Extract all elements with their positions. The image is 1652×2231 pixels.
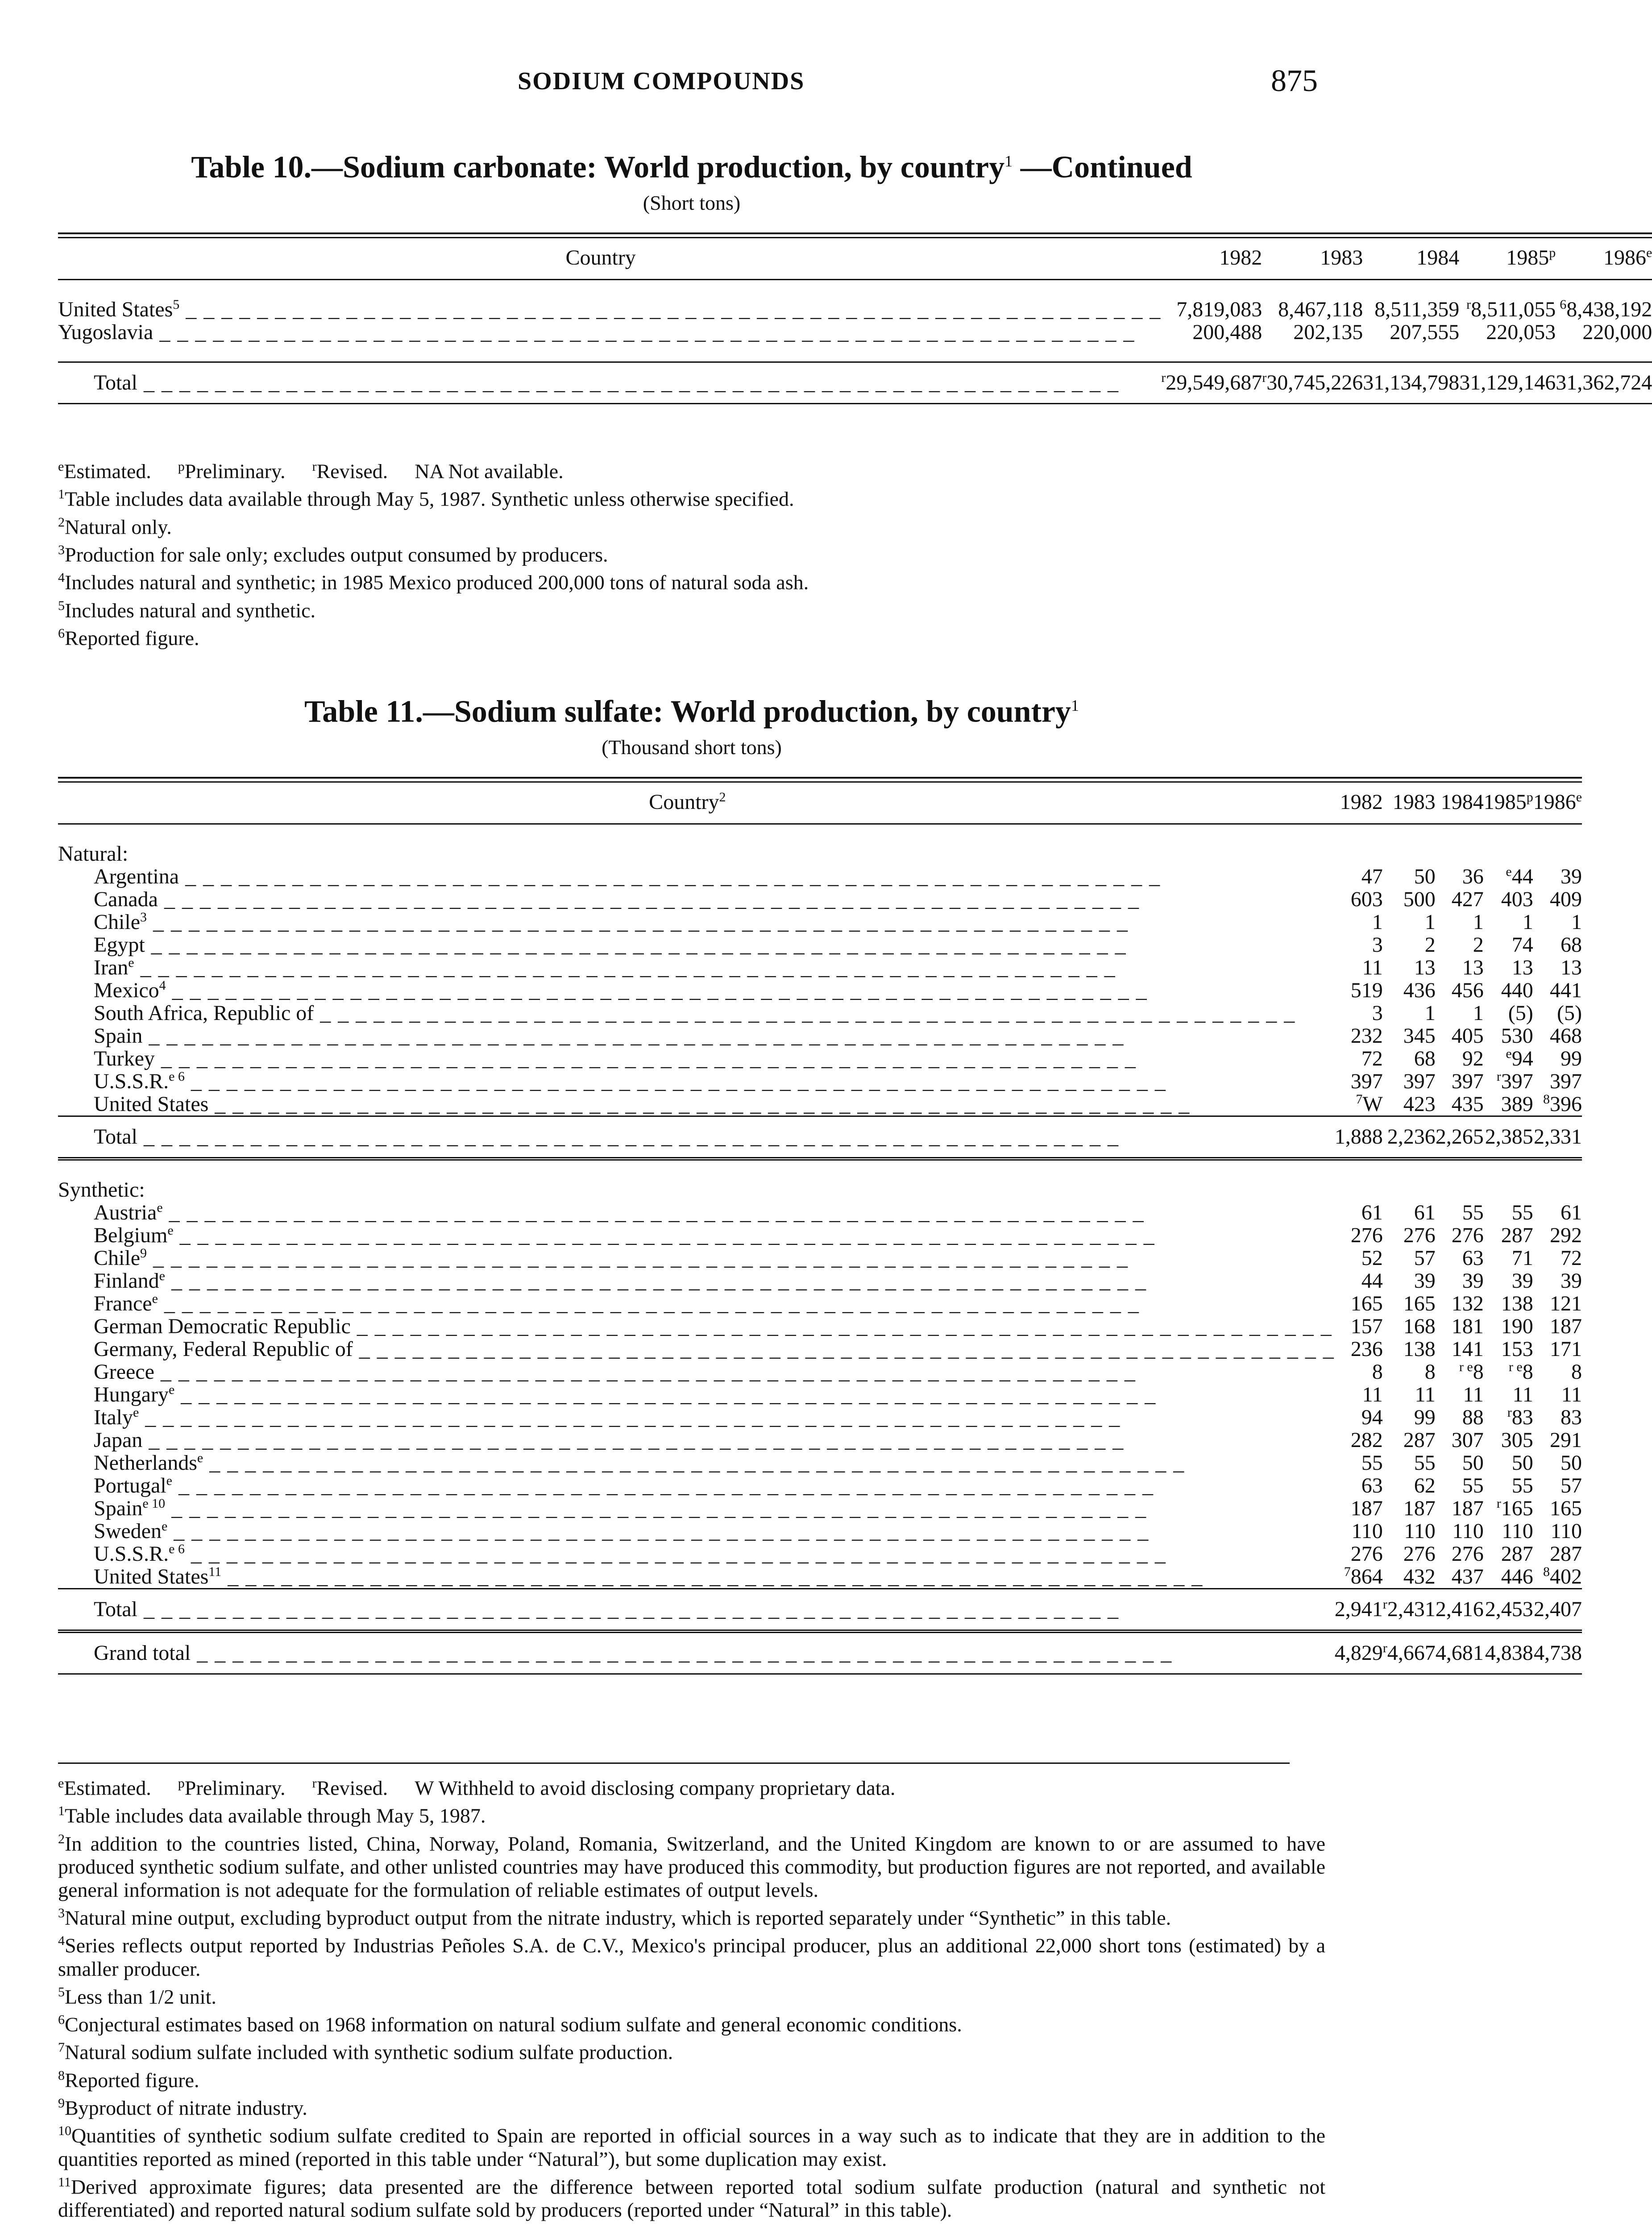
cell-value: 63 — [1462, 1246, 1484, 1270]
col-year: 1985$^p$ — [1459, 238, 1556, 280]
table-11-footnotes — [58, 1762, 1325, 2222]
table-row — [58, 1093, 1582, 1116]
cell-value: 57 — [1561, 1474, 1582, 1498]
cell-value: $^r$2,431 — [1383, 1589, 1436, 1632]
footnote: $^2$In addition to the countries listed, China, Norway, Poland, Romania, Switzerland, and the United Kingdom are known to or are assumed to have produced synthetic sodium sulfate, and other unlisted countries may have produced this commodity, but production figures are not reported, and available general information is not adequate for the formulation of reliable estimates of output levels. — [58, 1831, 1325, 1901]
cell-value: 440 — [1501, 979, 1533, 1003]
cell-value: 1 — [1571, 910, 1582, 934]
row-label: Sweden$^e$ _ _ _ — [58, 1520, 1335, 1543]
footnote: $^4$Includes natural and synthetic; in 1985 Mexico produced 200,000 tons of natural soda ash. — [58, 570, 809, 594]
cell-value: 61 — [1561, 1201, 1582, 1225]
cell-value: 405 — [1451, 1024, 1484, 1048]
row-label: Total _ _ _ — [58, 1116, 1335, 1159]
cell-value: 171 — [1550, 1337, 1582, 1361]
table-row — [58, 1047, 1582, 1070]
cell-value: 287 — [1550, 1542, 1582, 1566]
cell-value: 55 — [1361, 1451, 1383, 1475]
cell-value: 4,681 — [1436, 1631, 1484, 1674]
row-label: Spain$^{e 10}$ _ _ _ — [58, 1497, 1335, 1520]
cell-value: $^6$8,438,192 — [1560, 297, 1652, 322]
cell-value: 2 — [1473, 933, 1484, 957]
cell-value: 11 — [1362, 956, 1383, 980]
page-number: 875 — [1271, 64, 1318, 98]
cell-value: $^8$402 — [1543, 1564, 1582, 1589]
cell-value: 432 — [1403, 1565, 1436, 1589]
cell-value: 39 — [1414, 1269, 1436, 1293]
col-year: 1983 — [1262, 238, 1363, 280]
cell-value: 13 — [1561, 956, 1582, 980]
cell-value: $^{r e}$8 — [1459, 1360, 1484, 1384]
table-row — [58, 1224, 1582, 1247]
cell-value: 220,053 — [1486, 320, 1556, 344]
cell-value: 276 — [1403, 1542, 1436, 1566]
cell-value: 141 — [1451, 1337, 1484, 1361]
cell-value: 165 — [1403, 1292, 1436, 1316]
cell-value: 276 — [1403, 1223, 1436, 1248]
col-year: 1983 — [1383, 782, 1436, 824]
cell-value: $^7$864 — [1344, 1564, 1383, 1589]
row-label: Iran$^e$ _ _ _ — [58, 956, 1335, 979]
row-label: Yugoslavia _ _ _ — [58, 321, 1161, 344]
footnote: $^{11}$Derived approximate figures; data presented are the difference between reported total sodium sulfate production (natural and synthetic not differentiated) and reported natural sodium sulfate sold by producers (reported under “Natural” in this table). — [58, 2174, 1325, 2221]
cell-value: 276 — [1350, 1542, 1383, 1566]
cell-value: 181 — [1451, 1315, 1484, 1339]
cell-value: $^r$29,549,687 — [1161, 362, 1262, 404]
cell-value: 1 — [1473, 1001, 1484, 1025]
table-row — [58, 1565, 1582, 1589]
cell-value: 36 — [1462, 865, 1484, 889]
cell-value: 50 — [1511, 1451, 1533, 1475]
footnote: $^6$Reported figure. — [58, 626, 199, 650]
cell-value: 13 — [1414, 956, 1436, 980]
cell-value: 603 — [1350, 887, 1383, 912]
cell-value: 1 — [1424, 910, 1436, 934]
cell-value: 305 — [1501, 1428, 1533, 1452]
cell-value: 187 — [1403, 1497, 1436, 1521]
footnote: $^3$Production for sale only; excludes output consumed by producers. — [58, 542, 608, 566]
cell-value: 31,134,798 — [1363, 362, 1459, 404]
cell-value: 88 — [1462, 1406, 1484, 1430]
cell-value: 187 — [1550, 1315, 1582, 1339]
footnote: $^3$Natural mine output, excluding byproduct output from the nitrate industry, which is reported separately under “Synthetic” in this table. — [58, 1905, 1171, 1929]
cell-value: $^e$94 — [1506, 1046, 1533, 1071]
cell-value: 153 — [1501, 1337, 1533, 1361]
table-row — [58, 865, 1582, 888]
cell-value: 8,467,118 — [1278, 298, 1363, 322]
cell-value: 519 — [1350, 979, 1383, 1003]
cell-value: 287 — [1403, 1428, 1436, 1452]
running-title: SODIUM COMPOUNDS — [518, 67, 805, 95]
cell-value: 287 — [1501, 1542, 1533, 1566]
cell-value: 1 — [1372, 910, 1383, 934]
cell-value: 31,362,724 — [1556, 362, 1652, 404]
cell-value: 2,236 — [1383, 1116, 1436, 1159]
col-year: 1982 — [1335, 782, 1383, 824]
row-label: Spain _ _ _ — [58, 1024, 1335, 1047]
cell-value: 74 — [1511, 933, 1533, 957]
cell-value: 68 — [1414, 1047, 1436, 1071]
footnote: $^5$Less than 1/2 unit. — [58, 1984, 216, 2008]
cell-value: 4,838 — [1484, 1631, 1533, 1674]
row-label: Mexico$^4$ _ _ _ — [58, 979, 1335, 1002]
cell-value: 11 — [1362, 1383, 1383, 1407]
footnote: $^7$Natural sodium sulfate included with synthetic sodium sulfate production. — [58, 2040, 673, 2064]
cell-value: 2,941 — [1335, 1589, 1383, 1632]
col-country: Country — [58, 238, 1161, 280]
table-11 — [58, 687, 1582, 1675]
cell-value: $^e$44 — [1506, 864, 1533, 889]
cell-value: $^r$397 — [1496, 1069, 1533, 1094]
cell-value: 232 — [1350, 1024, 1383, 1048]
table-row — [58, 1543, 1582, 1565]
cell-value: 132 — [1451, 1292, 1484, 1316]
col-year: 1985$^p$ — [1484, 782, 1533, 824]
cell-value: 276 — [1451, 1542, 1484, 1566]
cell-value: 2,416 — [1436, 1589, 1484, 1632]
cell-value: 110 — [1550, 1519, 1582, 1543]
cell-value: 110 — [1452, 1519, 1484, 1543]
cell-value: 307 — [1451, 1428, 1484, 1452]
total-row — [58, 362, 1652, 404]
cell-value: 287 — [1501, 1223, 1533, 1248]
row-label: United States$^5$ _ _ _ — [58, 298, 1161, 321]
cell-value: 11 — [1512, 1383, 1533, 1407]
cell-value: 437 — [1451, 1565, 1484, 1589]
table-row — [58, 1406, 1582, 1429]
cell-value: 110 — [1404, 1519, 1436, 1543]
table-10 — [58, 143, 1652, 404]
row-label: Canada _ _ _ — [58, 888, 1335, 911]
table-row — [58, 956, 1582, 979]
footnote: $^{10}$Quantities of synthetic sodium sulfate credited to Spain are reported in official sources in a way such as to indicate that they are in addition to the quantities reported as mined (reported in this table under “Natural”), but some duplication may exist. — [58, 2123, 1325, 2170]
running-head — [0, 64, 1527, 103]
table-row — [58, 1520, 1582, 1543]
cell-value: 39 — [1561, 865, 1582, 889]
grand-total-row — [58, 1631, 1582, 1674]
symbol-notes: $^e$Estimated. $^p$Preliminary. $^r$Revised. W Withheld to avoid disclosing company proprietary data. — [58, 1776, 896, 1800]
cell-value: 3 — [1372, 933, 1383, 957]
table-10-footnotes — [58, 455, 1325, 650]
cell-value: 39 — [1561, 1269, 1582, 1293]
cell-value: 63 — [1361, 1474, 1383, 1498]
cell-value: 7,819,083 — [1176, 298, 1262, 322]
row-label: Total _ _ _ — [58, 362, 1161, 404]
table-row — [58, 1024, 1582, 1047]
cell-value: 397 — [1350, 1070, 1383, 1094]
row-label: Japan _ _ _ — [58, 1429, 1335, 1451]
table-row — [58, 1383, 1582, 1406]
footnote: $^6$Conjectural estimates based on 1968 information on natural sodium sulfate and general economic conditions. — [58, 2012, 962, 2036]
cell-value: 47 — [1361, 865, 1383, 889]
cell-value: 121 — [1550, 1292, 1582, 1316]
footnote: $^8$Reported figure. — [58, 2068, 199, 2091]
table-10-title: Table 10.—Sodium carbonate: World production, by country$^1$ —Continued — [191, 150, 1192, 185]
cell-value: 291 — [1550, 1428, 1582, 1452]
cell-value: 207,555 — [1390, 320, 1460, 344]
cell-value: 2,407 — [1533, 1589, 1582, 1632]
cell-value: 3 — [1372, 1001, 1383, 1025]
cell-value: 436 — [1403, 979, 1436, 1003]
cell-value: 4,829 — [1335, 1631, 1383, 1674]
cell-value: 236 — [1350, 1337, 1383, 1361]
cell-value: 55 — [1511, 1201, 1533, 1225]
cell-value: 94 — [1361, 1406, 1383, 1430]
cell-value: 11 — [1463, 1383, 1484, 1407]
table-row — [58, 1429, 1582, 1451]
table-11-grid — [58, 777, 1582, 1675]
row-label: France$^e$ _ _ _ — [58, 1292, 1335, 1315]
cell-value: 52 — [1361, 1246, 1383, 1270]
cell-value: 187 — [1451, 1497, 1484, 1521]
table-row — [58, 933, 1582, 956]
cell-value: $^r$30,745,226 — [1262, 362, 1363, 404]
cell-value: 44 — [1361, 1269, 1383, 1293]
cell-value: 99 — [1414, 1406, 1436, 1430]
cell-value: $^r$8,511,055 — [1466, 297, 1556, 322]
footnote: $^2$Natural only. — [58, 514, 172, 538]
cell-value: (5) — [1557, 1001, 1582, 1025]
cell-value: 282 — [1350, 1428, 1383, 1452]
footnote: $^4$Series reflects output reported by Industrias Peñoles S.A. de C.V., Mexico's principal producer, plus an additional 22,000 short tons (estimated) by a smaller producer. — [58, 1933, 1325, 1980]
cell-value: 456 — [1451, 979, 1484, 1003]
cell-value: 435 — [1451, 1092, 1484, 1116]
cell-value: 110 — [1351, 1519, 1383, 1543]
table-11-unit: (Thousand short tons) — [602, 736, 782, 759]
row-label: German Democratic Republic _ _ _ — [58, 1315, 1335, 1338]
cell-value: $^8$396 — [1543, 1092, 1582, 1116]
cell-value: 11 — [1415, 1383, 1436, 1407]
cell-value: 61 — [1361, 1201, 1383, 1225]
cell-value: 157 — [1350, 1315, 1383, 1339]
cell-value: $^r$4,667 — [1383, 1631, 1436, 1674]
row-label: Grand total _ _ _ — [58, 1631, 1335, 1674]
cell-value: 423 — [1403, 1092, 1436, 1116]
cell-value: 68 — [1561, 933, 1582, 957]
footnote-rule — [58, 1762, 1290, 1764]
cell-value: 55 — [1462, 1474, 1484, 1498]
cell-value: 1 — [1424, 1001, 1436, 1025]
cell-value: 397 — [1550, 1070, 1582, 1094]
table-10-unit: (Short tons) — [643, 191, 741, 215]
cell-value: 2 — [1424, 933, 1436, 957]
section-natural: Natural: — [58, 842, 129, 866]
row-label: Chile$^9$ _ _ _ — [58, 1247, 1335, 1269]
cell-value: 8 — [1571, 1360, 1582, 1384]
cell-value: 55 — [1462, 1201, 1484, 1225]
cell-value: 8 — [1372, 1360, 1383, 1384]
footnote: $^5$Includes natural and synthetic. — [58, 598, 316, 622]
cell-value: 8 — [1424, 1360, 1436, 1384]
cell-value: 292 — [1550, 1223, 1582, 1248]
cell-value: $^{r e}$8 — [1508, 1360, 1533, 1384]
cell-value: 446 — [1501, 1565, 1533, 1589]
row-label: Netherlands$^e$ _ _ _ — [58, 1451, 1335, 1474]
cell-value: 2,385 — [1484, 1116, 1533, 1159]
cell-value: 8,511,359 — [1374, 298, 1460, 322]
cell-value: 220,000 — [1582, 320, 1652, 344]
header-row — [58, 782, 1582, 824]
cell-value: 39 — [1462, 1269, 1484, 1293]
row-label: Portugal$^e$ _ _ _ — [58, 1474, 1335, 1497]
table-row — [58, 1315, 1582, 1338]
footnote: $^1$Table includes data available through May 5, 1987. — [58, 1804, 486, 1827]
symbol-notes: $^e$Estimated. $^p$Preliminary. $^r$Revised. NA Not available. — [58, 459, 564, 483]
row-label: Finland$^e$ _ _ _ — [58, 1269, 1335, 1292]
cell-value: 11 — [1561, 1383, 1582, 1407]
cell-value: 72 — [1561, 1246, 1582, 1270]
row-label: Turkey _ _ _ — [58, 1047, 1335, 1070]
col-year: 1984 — [1436, 782, 1484, 824]
cell-value: 99 — [1561, 1047, 1582, 1071]
cell-value: 441 — [1550, 979, 1582, 1003]
row-label: U.S.S.R.$^{e 6}$ _ _ _ — [58, 1543, 1335, 1565]
cell-value: 31,129,146 — [1459, 362, 1556, 404]
cell-value: 409 — [1550, 887, 1582, 912]
cell-value: 62 — [1414, 1474, 1436, 1498]
cell-value: 55 — [1414, 1451, 1436, 1475]
cell-value: 13 — [1511, 956, 1533, 980]
header-row — [58, 238, 1652, 280]
cell-value: 190 — [1501, 1315, 1533, 1339]
cell-value: 500 — [1403, 887, 1436, 912]
cell-value: 397 — [1451, 1070, 1484, 1094]
cell-value: 397 — [1403, 1070, 1436, 1094]
cell-value: 57 — [1414, 1246, 1436, 1270]
table-11-title: Table 11.—Sodium sulfate: World production, by country$^1$ — [304, 694, 1079, 729]
cell-value: 50 — [1462, 1451, 1484, 1475]
row-label: Argentina _ _ _ — [58, 865, 1335, 888]
cell-value: 61 — [1414, 1201, 1436, 1225]
row-label: Hungary$^e$ _ _ _ — [58, 1383, 1335, 1406]
row-label: Belgium$^e$ _ _ _ — [58, 1224, 1335, 1247]
cell-value: 83 — [1561, 1406, 1582, 1430]
cell-value: 110 — [1502, 1519, 1533, 1543]
cell-value: 200,488 — [1192, 320, 1262, 344]
cell-value: 71 — [1511, 1246, 1533, 1270]
total-row — [58, 1116, 1582, 1159]
table-row — [58, 1201, 1582, 1224]
table-row — [58, 1360, 1582, 1383]
cell-value: 276 — [1350, 1223, 1383, 1248]
total-row — [58, 1589, 1582, 1632]
cell-value: 530 — [1501, 1024, 1533, 1048]
col-year: 1986e — [1556, 238, 1652, 280]
row-label: South Africa, Republic of _ _ _ — [58, 1002, 1335, 1024]
footnote: $^1$Table includes data available through May 5, 1987. Synthetic unless otherwise specified. — [58, 487, 794, 510]
table-row — [58, 979, 1582, 1002]
row-label: Greece _ _ _ — [58, 1360, 1335, 1383]
cell-value: 187 — [1350, 1497, 1383, 1521]
row-label: United States$^{11}$ _ _ _ — [58, 1565, 1335, 1589]
cell-value: 72 — [1361, 1047, 1383, 1071]
table-row — [58, 298, 1652, 321]
row-label: Total _ _ _ — [58, 1589, 1335, 1632]
cell-value: 4,738 — [1533, 1631, 1582, 1674]
table-row — [58, 888, 1582, 911]
cell-value: $^r$165 — [1496, 1496, 1533, 1521]
cell-value: 165 — [1350, 1292, 1383, 1316]
cell-value: (5) — [1508, 1001, 1533, 1025]
cell-value: 55 — [1511, 1474, 1533, 1498]
section-synthetic: Synthetic: — [58, 1178, 145, 1202]
table-row — [58, 1474, 1582, 1497]
table-row — [58, 1497, 1582, 1520]
col-year: 1986e — [1533, 782, 1582, 824]
table-row — [58, 911, 1582, 933]
cell-value: $^r$83 — [1507, 1405, 1533, 1430]
cell-value: 403 — [1501, 887, 1533, 912]
row-label: Egypt _ _ _ — [58, 933, 1335, 956]
row-label: Germany, Federal Republic of _ _ _ — [58, 1338, 1335, 1360]
cell-value: 389 — [1501, 1092, 1533, 1116]
cell-value: 13 — [1462, 956, 1484, 980]
table-row — [58, 321, 1652, 344]
table-row — [58, 1002, 1582, 1024]
table-row — [58, 1247, 1582, 1269]
table-row — [58, 1269, 1582, 1292]
cell-value: 50 — [1414, 865, 1436, 889]
cell-value: 345 — [1403, 1024, 1436, 1048]
cell-value: 165 — [1550, 1497, 1582, 1521]
cell-value: 50 — [1561, 1451, 1582, 1475]
cell-value: 168 — [1403, 1315, 1436, 1339]
cell-value: 1 — [1473, 910, 1484, 934]
table-row — [58, 1292, 1582, 1315]
cell-value: 92 — [1462, 1047, 1484, 1071]
col-year: 1984 — [1363, 238, 1459, 280]
cell-value: 468 — [1550, 1024, 1582, 1048]
footnote: $^9$Byproduct of nitrate industry. — [58, 2095, 307, 2119]
cell-value: $^7$W — [1356, 1092, 1383, 1116]
cell-value: 276 — [1451, 1223, 1484, 1248]
cell-value: 2,265 — [1436, 1116, 1484, 1159]
col-year: 1982 — [1161, 238, 1262, 280]
col-country: Country$^2$ — [58, 782, 1335, 824]
cell-value: 2,331 — [1533, 1116, 1582, 1159]
cell-value: 39 — [1511, 1269, 1533, 1293]
cell-value: 1,888 — [1335, 1116, 1383, 1159]
row-label: U.S.S.R.$^{e 6}$ _ _ _ — [58, 1070, 1335, 1093]
cell-value: 427 — [1451, 887, 1484, 912]
table-10-grid — [58, 232, 1652, 404]
table-row — [58, 1338, 1582, 1360]
cell-value: 2,453 — [1484, 1589, 1533, 1632]
table-row — [58, 1070, 1582, 1093]
table-row — [58, 1451, 1582, 1474]
cell-value: 202,135 — [1293, 320, 1363, 344]
cell-value: 138 — [1501, 1292, 1533, 1316]
row-label: Austria$^e$ _ _ _ — [58, 1201, 1335, 1224]
row-label: Italy$^e$ _ _ _ — [58, 1406, 1335, 1429]
cell-value: 1 — [1522, 910, 1533, 934]
row-label: United States _ _ _ — [58, 1093, 1335, 1116]
cell-value: 138 — [1403, 1337, 1436, 1361]
row-label: Chile$^3$ _ _ _ — [58, 911, 1335, 933]
